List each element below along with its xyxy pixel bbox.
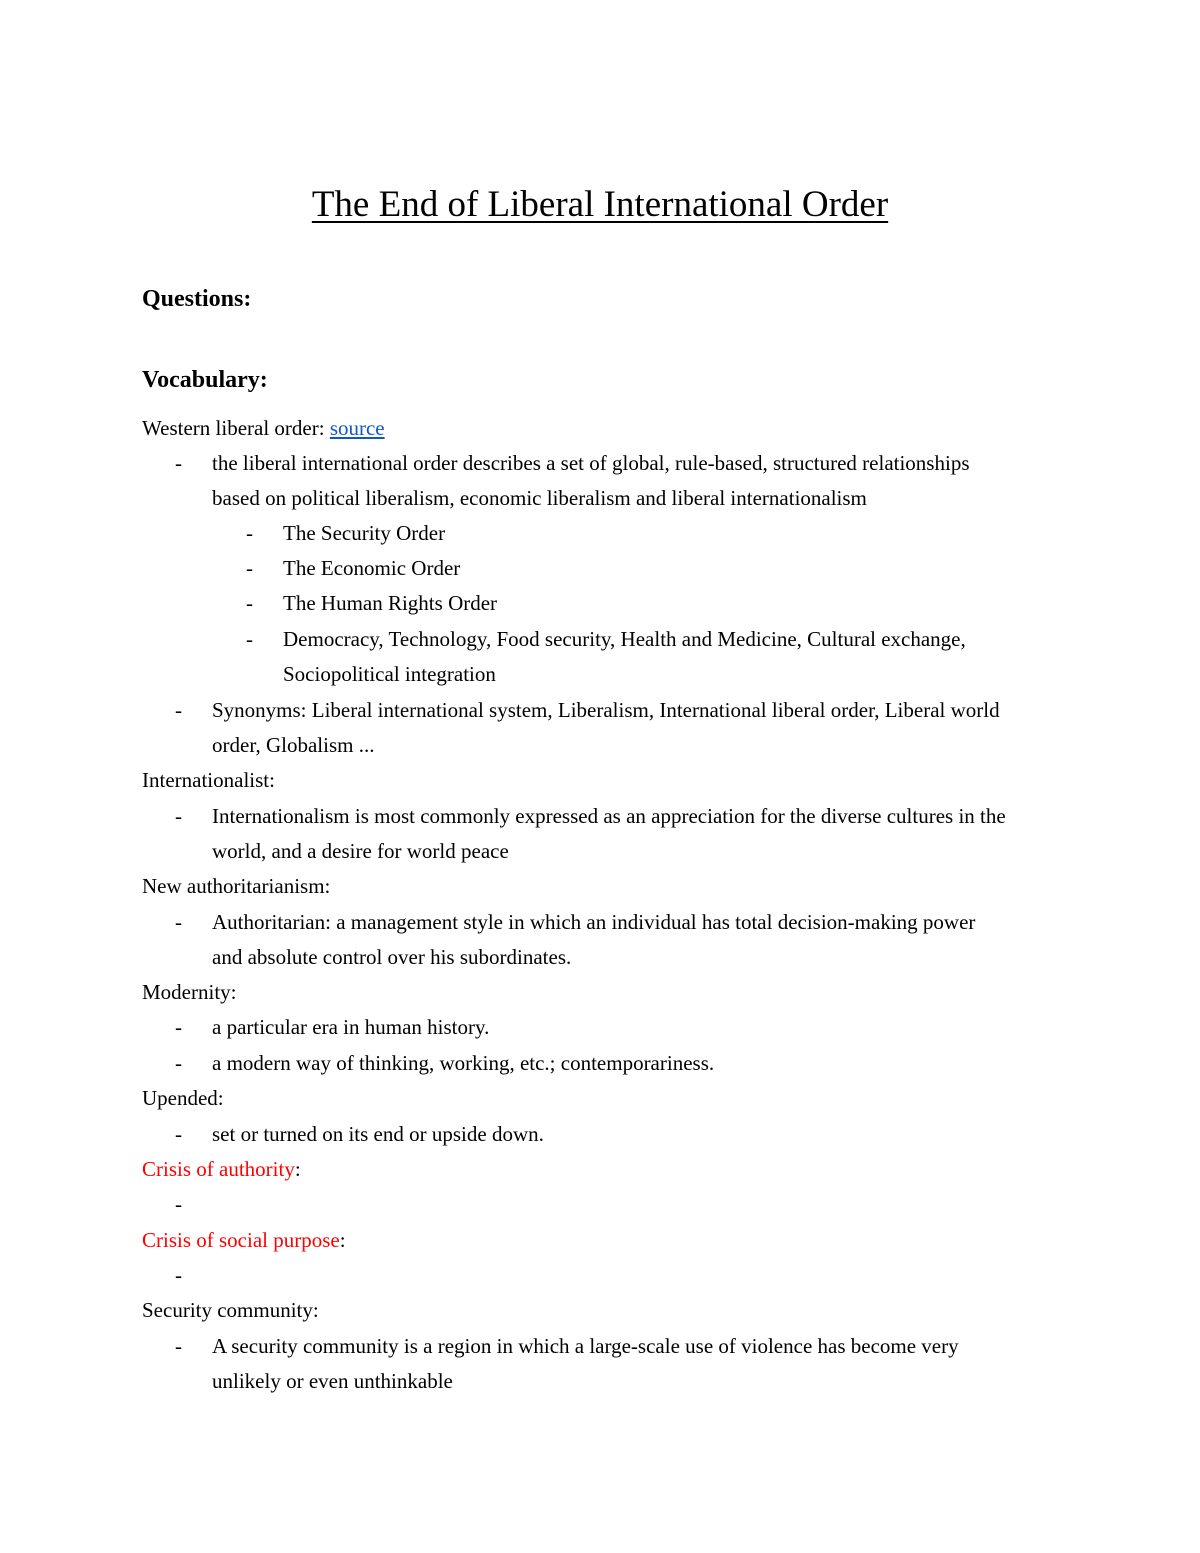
term-modernity: Modernity: <box>142 980 237 1004</box>
definition-line: world, and a desire for world peace <box>212 839 509 863</box>
definition-line: set or turned on its end or upside down. <box>212 1122 544 1146</box>
bullet-dash: - <box>246 556 253 580</box>
bullet-dash: - <box>175 804 182 828</box>
sub-item-continuation: Sociopolitical integration <box>283 662 496 686</box>
term-colon: : <box>339 1228 346 1252</box>
definition-line: unlikely or even unthinkable <box>212 1369 453 1393</box>
term-upended: Upended: <box>142 1086 224 1110</box>
bullet-dash: - <box>175 1263 182 1287</box>
term-crisis-of-social-purpose <box>142 1225 346 1255</box>
term-security-community: Security community: <box>142 1298 319 1322</box>
synonyms-line: order, Globalism ... <box>212 733 375 757</box>
term-colon: : <box>294 1157 301 1181</box>
bullet-dash: - <box>175 1122 182 1146</box>
bullet-dash: - <box>175 451 182 475</box>
bullet-dash: - <box>175 1334 182 1358</box>
bullet-dash: - <box>246 521 253 545</box>
definition-line: the liberal international order describes a set of global, rule-based, structured relationships <box>212 451 970 475</box>
term-western-liberal-order <box>142 413 385 443</box>
synonyms-line: Synonyms: Liberal international system, Liberalism, International liberal order, Liberal world <box>212 698 1000 722</box>
bullet-dash: - <box>175 1015 182 1039</box>
definition-line: a modern way of thinking, working, etc.; contemporariness. <box>212 1051 715 1075</box>
term-crisis-of-authority <box>142 1154 301 1184</box>
bullet-dash: - <box>175 910 182 934</box>
definition-line: A security community is a region in which a large-scale use of violence has become very <box>212 1334 959 1358</box>
bullet-dash: - <box>175 1192 182 1216</box>
vocabulary-heading: Vocabulary: <box>142 367 268 393</box>
definition-line: a particular era in human history. <box>212 1015 490 1039</box>
bullet-dash: - <box>246 591 253 615</box>
questions-heading: Questions: <box>142 286 252 312</box>
definition-line: and absolute control over his subordinates. <box>212 945 572 969</box>
term-label: Western liberal order: <box>142 416 330 440</box>
definition-line: Authoritarian: a management style in which an individual has total decision-making power <box>212 910 976 934</box>
sub-item: The Human Rights Order <box>283 591 498 615</box>
sub-item: Democracy, Technology, Food security, Health and Medicine, Cultural exchange, <box>283 627 966 651</box>
term-new-authoritarianism: New authoritarianism: <box>142 874 331 898</box>
definition-line: based on political liberalism, economic liberalism and liberal internationalism <box>212 486 867 510</box>
definition-line: Internationalism is most commonly expressed as an appreciation for the diverse cultures in the <box>212 804 1006 828</box>
bullet-dash: - <box>175 1051 182 1075</box>
bullet-dash: - <box>246 627 253 651</box>
term-internationalist: Internationalist: <box>142 768 275 792</box>
highlighted-term: Crisis of social purpose <box>142 1228 340 1252</box>
highlighted-term: Crisis of authority <box>142 1157 295 1181</box>
source-link[interactable]: source <box>329 416 385 440</box>
sub-item: The Security Order <box>283 521 446 545</box>
page-title: The End of Liberal International Order <box>311 184 889 225</box>
bullet-dash: - <box>175 698 182 722</box>
sub-item: The Economic Order <box>283 556 461 580</box>
